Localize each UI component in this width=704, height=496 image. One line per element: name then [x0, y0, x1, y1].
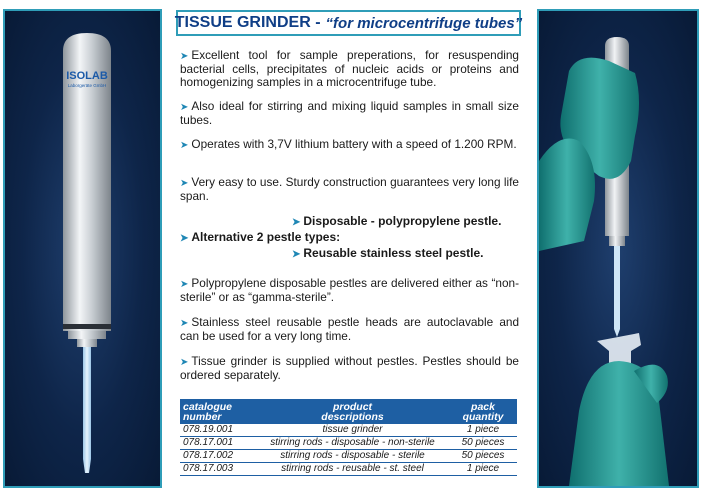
- feature-paragraph: ➤ Excellent tool for sample preperations, for resuspending bacterial cells, precipitates of nucleic acids or proteins and homogenizing samples in a microcentrifuge tube.: [180, 48, 519, 89]
- pack-quantity: 1 piece: [449, 424, 517, 437]
- chevron-right-icon: ➤: [180, 178, 189, 189]
- catalogue-table: [180, 399, 517, 476]
- table-row: [180, 463, 517, 476]
- column-header-catalogue: catalogue number: [180, 399, 256, 424]
- chevron-right-icon: ➤: [180, 233, 189, 244]
- pestle-type-reusable: ➤ Reusable stainless steel pestle.: [292, 246, 484, 260]
- product-photo-right: [537, 9, 699, 488]
- note-paragraph: ➤ Tissue grinder is supplied without pestles. Pestles should be ordered separately.: [180, 354, 519, 382]
- pack-quantity: 50 pieces: [449, 450, 517, 463]
- product-description: tissue grinder: [256, 424, 449, 437]
- catalogue-number: 078.17.003: [180, 463, 256, 476]
- column-header-product: product descriptions: [256, 399, 449, 424]
- product-title-box: [176, 10, 521, 36]
- chevron-right-icon: ➤: [180, 318, 189, 329]
- table-row: [180, 424, 517, 437]
- chevron-right-icon: ➤: [180, 140, 189, 151]
- feature-paragraph: ➤ Operates with 3,7V lithium battery with a speed of 1.200 RPM.: [180, 137, 517, 151]
- feature-paragraph: ➤ Very easy to use. Sturdy construction guarantees very long life span.: [180, 175, 519, 203]
- catalogue-number: 078.19.001: [180, 424, 256, 437]
- catalogue-number: 078.17.001: [180, 437, 256, 450]
- product-subtitle: “for microcentrifuge tubes”: [325, 14, 523, 32]
- pack-quantity: 1 piece: [449, 463, 517, 476]
- product-description: stirring rods - reusable - st. steel: [256, 463, 449, 476]
- chevron-right-icon: ➤: [180, 102, 189, 113]
- product-photo-left: [3, 9, 162, 488]
- product-description: stirring rods - disposable - non-sterile: [256, 437, 449, 450]
- chevron-right-icon: ➤: [180, 357, 189, 368]
- chevron-right-icon: ➤: [292, 217, 301, 228]
- note-paragraph: ➤ Stainless steel reusable pestle heads are autoclavable and can be used for a very long time.: [180, 315, 519, 343]
- table-row: [180, 450, 517, 463]
- grinder-illustration: [5, 11, 160, 486]
- gloved-hands-illustration: [539, 11, 697, 486]
- product-description: stirring rods - disposable - sterile: [256, 450, 449, 463]
- pestle-types-label: ➤ Alternative 2 pestle types:: [180, 230, 341, 244]
- catalogue-number: 078.17.002: [180, 450, 256, 463]
- table-header-row: [180, 399, 517, 424]
- pack-quantity: 50 pieces: [449, 437, 517, 450]
- brand-logo: ISOLAB: [66, 70, 108, 82]
- note-paragraph: ➤ Polypropylene disposable pestles are delivered either as “non-sterile” or as “gamma-sterile”.: [180, 276, 519, 304]
- pestle-type-disposable: ➤ Disposable - polypropylene pestle.: [292, 214, 502, 228]
- feature-paragraph: ➤ Also ideal for stirring and mixing liquid samples in small size tubes.: [180, 99, 519, 127]
- brand-subtitle: Laborgeräte GmbH: [67, 83, 107, 88]
- table-row: [180, 437, 517, 450]
- column-header-pack: pack quantity: [449, 399, 517, 424]
- chevron-right-icon: ➤: [292, 249, 301, 260]
- chevron-right-icon: ➤: [180, 51, 189, 62]
- chevron-right-icon: ➤: [180, 279, 189, 290]
- product-title: TISSUE GRINDER -: [174, 14, 321, 31]
